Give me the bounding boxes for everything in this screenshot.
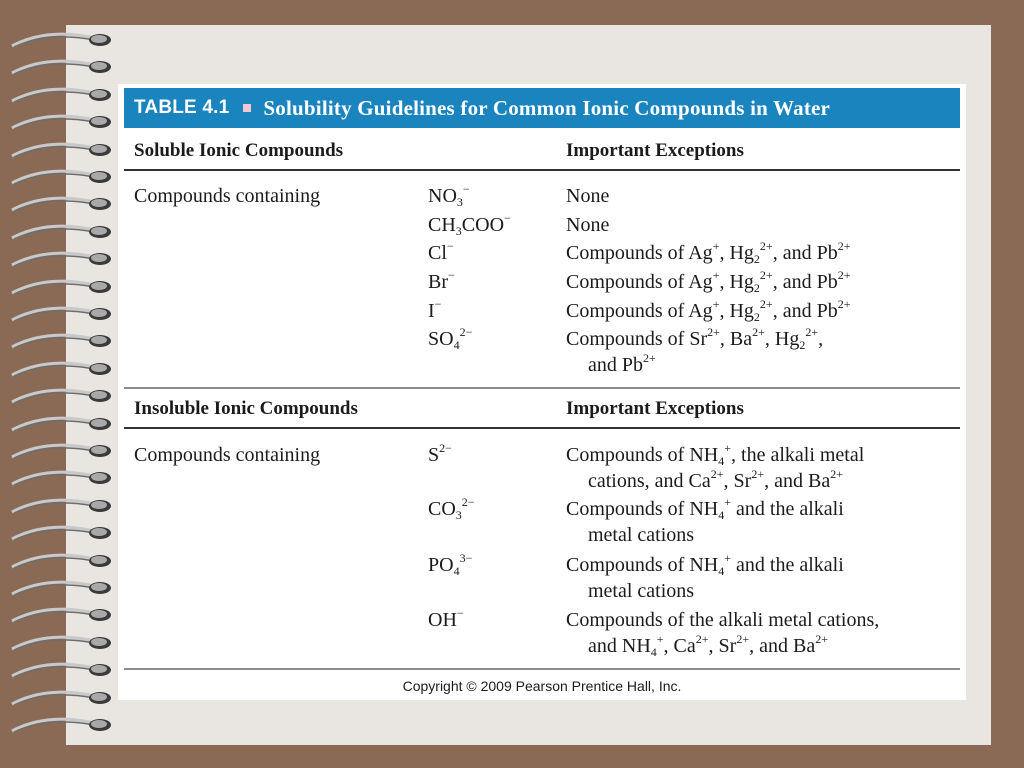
formula-text: Cl (428, 242, 447, 264)
formula-text: Compounds of Ag (566, 271, 713, 293)
exception-cell (588, 579, 694, 603)
divider (124, 668, 960, 670)
exception-cell (566, 270, 850, 294)
spiral-ring-icon (8, 277, 112, 297)
insoluble-header: Insoluble Ionic Compounds (134, 398, 358, 419)
formula-text: 3 (455, 224, 462, 238)
formula-text: + (724, 441, 732, 455)
formula-text: , and Pb (772, 271, 838, 293)
formula-text: , Ba (719, 328, 753, 350)
formula-text: CH (428, 214, 456, 236)
spiral-ring-icon (8, 523, 112, 543)
spiral-ring-icon (8, 140, 112, 160)
formula-text: 3− (459, 551, 473, 565)
formula-text: − (456, 606, 464, 620)
formula-text: 4 (650, 645, 657, 659)
formula-text: None (566, 185, 610, 207)
ion-cell (428, 553, 472, 577)
ion-cell (428, 213, 511, 237)
formula-text: Compounds of the alkali metal cations, (566, 609, 880, 631)
formula-text: , and Pb (772, 300, 838, 322)
formula-text: and NH (588, 635, 651, 657)
formula-text: , Hg (719, 242, 754, 264)
formula-text: 2+ (837, 297, 851, 311)
formula-text: 2+ (759, 239, 773, 253)
formula-text: 2+ (759, 268, 773, 282)
spiral-ring-icon (8, 249, 112, 269)
formula-text: + (712, 239, 720, 253)
formula-text: , Sr (708, 635, 737, 657)
formula-text: 2 (753, 281, 760, 295)
formula-text: , the alkali metal (731, 444, 865, 466)
formula-text: CO (428, 498, 456, 520)
exception-cell (566, 553, 844, 577)
spiral-ring-icon (8, 468, 112, 488)
formula-text: 2+ (707, 325, 720, 339)
insoluble-row-label: Compounds containing (134, 444, 321, 466)
formula-text: 2+ (695, 632, 709, 646)
formula-text: 2+ (815, 632, 828, 646)
formula-text: , Sr (723, 470, 752, 492)
ion-cell (428, 299, 441, 323)
formula-text: and the alkali (731, 498, 844, 520)
soluble-header: Soluble Ionic Compounds (134, 140, 344, 161)
ion-cell (428, 327, 472, 351)
formula-text: 2 (753, 252, 760, 266)
exception-cell (588, 353, 656, 377)
divider (124, 169, 960, 171)
exception-cell (566, 299, 850, 323)
formula-text: 4 (453, 338, 460, 352)
spiral-ring-icon (8, 605, 112, 625)
ion-cell (428, 608, 464, 632)
formula-text: 3 (456, 195, 463, 209)
formula-text: − (434, 297, 442, 311)
formula-text: + (712, 297, 720, 311)
formula-text: OH (428, 609, 457, 631)
exception-cell (566, 497, 844, 521)
spiral-ring-icon (8, 57, 112, 77)
divider (124, 387, 960, 389)
exception-cell (566, 184, 609, 208)
spiral-ring-icon (8, 551, 112, 571)
formula-text: 2+ (752, 325, 765, 339)
formula-text: and the alkali (731, 554, 844, 576)
spiral-ring-icon (8, 578, 112, 598)
formula-text: SO (428, 328, 454, 350)
formula-text: COO (461, 214, 505, 236)
formula-text: − (504, 211, 511, 225)
formula-text: + (724, 495, 732, 509)
formula-text: 4 (718, 564, 725, 578)
formula-text: NO (428, 185, 457, 207)
spiral-ring-icon (8, 633, 112, 653)
formula-text: Compounds of NH (566, 444, 719, 466)
formula-text: 2+ (837, 239, 851, 253)
formula-text: Compounds of Ag (566, 242, 713, 264)
formula-text: 4 (718, 454, 725, 468)
formula-text: metal cations (588, 580, 695, 602)
formula-text: PO (428, 554, 454, 576)
formula-text: 2+ (830, 467, 843, 481)
formula-text: 3 (455, 508, 462, 522)
formula-text: and Pb (588, 354, 643, 376)
spiral-ring-icon (8, 688, 112, 708)
divider (124, 427, 960, 429)
exception-cell (566, 241, 850, 265)
formula-text: − (462, 182, 470, 196)
spiral-ring-icon (8, 496, 112, 516)
spiral-ring-icon (8, 304, 112, 324)
ion-cell (428, 443, 452, 467)
exception-cell (566, 608, 879, 632)
spiral-ring-icon (8, 331, 112, 351)
formula-text: 2+ (837, 268, 851, 282)
ion-cell (428, 184, 470, 208)
spiral-ring-icon (8, 715, 112, 735)
spiral-ring-icon (8, 85, 112, 105)
solubility-table (118, 84, 966, 700)
exception-cell (566, 443, 864, 467)
formula-text: Compounds of NH (566, 498, 719, 520)
formula-text: 2+ (736, 632, 750, 646)
formula-text: 2− (459, 325, 473, 339)
formula-text: − (446, 239, 454, 253)
formula-text: , Hg (719, 300, 754, 322)
spiral-ring-icon (8, 222, 112, 242)
formula-text: 4 (453, 564, 460, 578)
soluble-row-label: Compounds containing (134, 185, 321, 207)
table-number: TABLE 4.1 (134, 97, 230, 118)
spiral-ring-icon (8, 112, 112, 132)
formula-text: 2+ (759, 297, 773, 311)
exception-cell (588, 469, 843, 493)
formula-text: 2 (799, 338, 806, 352)
formula-text: metal cations (588, 524, 695, 546)
formula-text: 2+ (710, 467, 724, 481)
ion-cell (428, 497, 475, 521)
formula-text: None (566, 214, 610, 236)
spiral-ring-icon (8, 660, 112, 680)
soluble-exceptions-header: Important Exceptions (566, 140, 744, 161)
formula-text: S (428, 444, 440, 466)
copyright-notice: Copyright © 2009 Pearson Prentice Hall, Inc. (402, 678, 682, 694)
formula-text: + (724, 551, 732, 565)
table-title-banner (124, 88, 960, 128)
formula-text: Compounds of NH (566, 554, 719, 576)
formula-text: 2+ (643, 351, 656, 365)
spiral-ring-icon (8, 441, 112, 461)
square-bullet-icon (243, 104, 251, 112)
exception-cell (588, 523, 694, 547)
formula-text: Compounds of Sr (566, 328, 708, 350)
formula-text: cations, and Ca (588, 470, 711, 492)
exception-cell (566, 213, 609, 237)
formula-text: − (448, 268, 455, 282)
spiral-ring-icon (8, 30, 112, 50)
formula-text: I (428, 300, 435, 322)
formula-text: 4 (718, 508, 725, 522)
formula-text: + (712, 268, 720, 282)
formula-text: , and Ba (764, 470, 831, 492)
formula-text: , Hg (764, 328, 800, 350)
exception-cell (566, 327, 823, 351)
formula-text: , (818, 328, 824, 350)
table-title: Solubility Guidelines for Common Ionic Compounds in Water (263, 95, 831, 120)
formula-text: 2− (439, 441, 452, 455)
spiral-ring-icon (8, 167, 112, 187)
formula-text: 2+ (805, 325, 819, 339)
formula-text: + (656, 632, 664, 646)
formula-text: 2+ (751, 467, 765, 481)
spiral-ring-icon (8, 386, 112, 406)
formula-text: , Hg (719, 271, 754, 293)
formula-text: Br (428, 271, 448, 293)
spiral-ring-icon (8, 194, 112, 214)
insoluble-exceptions-header: Important Exceptions (566, 398, 744, 419)
formula-text: , Ca (663, 635, 696, 657)
formula-text: 2− (461, 495, 475, 509)
spiral-ring-icon (8, 414, 112, 434)
formula-text: Compounds of Ag (566, 300, 713, 322)
formula-text: , and Pb (772, 242, 838, 264)
ion-cell (428, 241, 454, 265)
spiral-ring-icon (8, 359, 112, 379)
formula-text: 2 (753, 310, 760, 324)
formula-text: , and Ba (749, 635, 816, 657)
ion-cell (428, 270, 455, 294)
exception-cell (588, 634, 828, 658)
